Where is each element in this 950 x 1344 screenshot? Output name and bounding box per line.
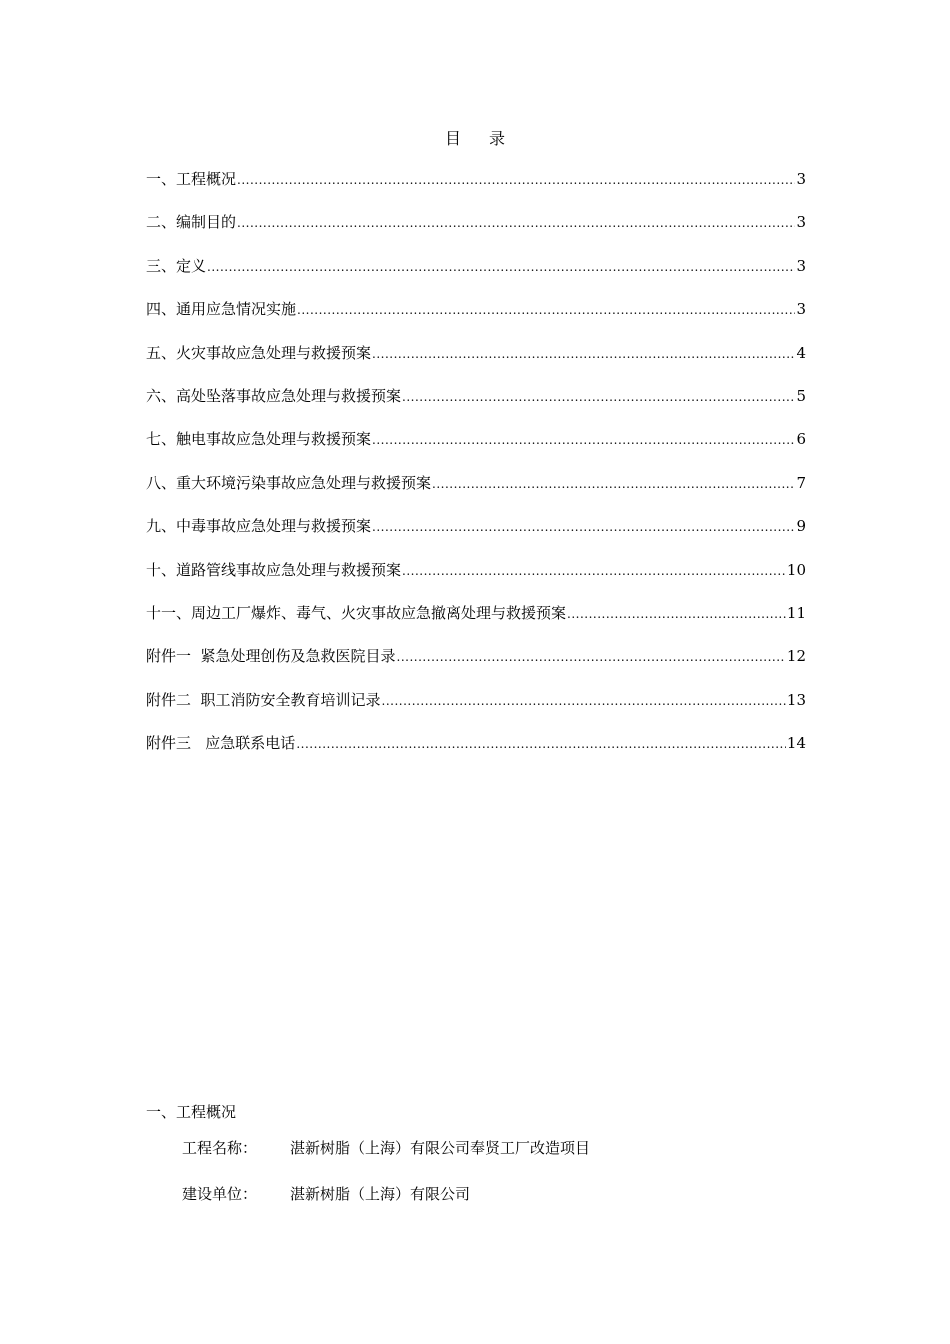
toc-entry-label: 十一、周边工厂爆炸、毒气、火灾事故应急撤离处理与救援预案 <box>146 603 567 622</box>
toc-entry[interactable] <box>146 253 806 296</box>
owner-value: 湛新树脂（上海）有限公司 <box>290 1185 471 1203</box>
toc-dot-leader <box>296 731 786 757</box>
toc-entry-page: 12 <box>786 647 806 666</box>
project-name-value: 湛新树脂（上海）有限公司奉贤工厂改造项目 <box>290 1139 591 1157</box>
toc-entry-page: 3 <box>796 300 806 319</box>
toc-title-left: 目 <box>444 129 461 148</box>
toc-entry-page: 7 <box>796 473 806 492</box>
toc-entry-page: 3 <box>796 256 806 275</box>
toc-entry-label: 二、编制目的 <box>146 213 237 232</box>
toc-entry-label: 附件一 紧急处理创伤及急救医院目录 <box>146 647 396 666</box>
toc-dot-leader <box>297 297 795 323</box>
toc-entry[interactable] <box>146 383 806 426</box>
toc-entry-label: 八、重大环境污染事故应急处理与救援预案 <box>146 473 432 492</box>
toc-entry-page: 11 <box>786 603 806 622</box>
toc-entry-label: 六、高处坠落事故应急处理与救援预案 <box>146 386 402 405</box>
project-name-label: 工程名称： <box>182 1139 258 1157</box>
toc-entry-page: 13 <box>786 690 806 709</box>
toc-entry-label: 一、工程概况 <box>146 170 237 188</box>
toc-dot-leader <box>397 644 786 670</box>
toc-dot-leader <box>207 254 795 280</box>
toc-entry[interactable] <box>146 426 806 469</box>
toc-entry[interactable] <box>146 730 806 773</box>
project-name-row <box>182 1136 590 1160</box>
toc-dot-leader <box>567 601 786 627</box>
toc-dot-leader <box>402 384 795 410</box>
toc-entry[interactable] <box>146 687 806 730</box>
toc-dot-leader <box>372 514 795 540</box>
toc-dot-leader <box>402 558 786 584</box>
toc-entry-page: 14 <box>786 734 806 753</box>
toc-dot-leader <box>372 341 795 367</box>
toc-entry-label: 附件三 应急联系电话 <box>146 734 296 753</box>
toc-title-right: 录 <box>489 129 506 148</box>
toc-entry[interactable] <box>146 600 806 643</box>
toc-entry-label: 附件二 职工消防安全教育培训记录 <box>146 690 381 709</box>
toc-entry[interactable] <box>146 166 806 209</box>
toc-entry-label: 四、通用应急情况实施 <box>146 300 297 319</box>
owner-row <box>182 1182 470 1206</box>
toc-dot-leader <box>237 210 795 236</box>
toc-entry-page: 4 <box>796 343 806 362</box>
toc-entry[interactable] <box>146 296 806 339</box>
toc-entry-label: 七、触电事故应急处理与救援预案 <box>146 430 372 449</box>
toc-entry-label: 三、定义 <box>146 256 207 275</box>
toc-entry-page: 6 <box>796 430 806 449</box>
toc-dot-leader <box>432 471 795 497</box>
owner-label: 建设单位： <box>182 1185 258 1203</box>
toc-entry-page: 3 <box>796 170 806 188</box>
toc-title <box>0 126 950 149</box>
toc-entry-label: 九、中毒事故应急处理与救援预案 <box>146 517 372 536</box>
toc-entry-label: 十、道路管线事故应急处理与救援预案 <box>146 560 402 579</box>
toc-entry[interactable] <box>146 557 806 600</box>
toc-entry-label: 五、火灾事故应急处理与救援预案 <box>146 343 372 362</box>
toc-entry-page: 3 <box>796 213 806 232</box>
toc-entry[interactable] <box>146 340 806 383</box>
toc-entry[interactable] <box>146 513 806 556</box>
toc-entry-page: 5 <box>796 386 806 405</box>
toc-entry-page: 10 <box>786 560 806 579</box>
toc-entry-page: 9 <box>796 517 806 536</box>
toc-entry[interactable] <box>146 643 806 686</box>
table-of-contents <box>146 166 806 773</box>
toc-dot-leader <box>372 427 795 453</box>
toc-entry[interactable] <box>146 470 806 513</box>
section-heading: 一、工程概况 <box>146 1103 237 1121</box>
toc-dot-leader <box>237 167 795 193</box>
toc-entry[interactable] <box>146 209 806 252</box>
toc-dot-leader <box>382 688 786 714</box>
